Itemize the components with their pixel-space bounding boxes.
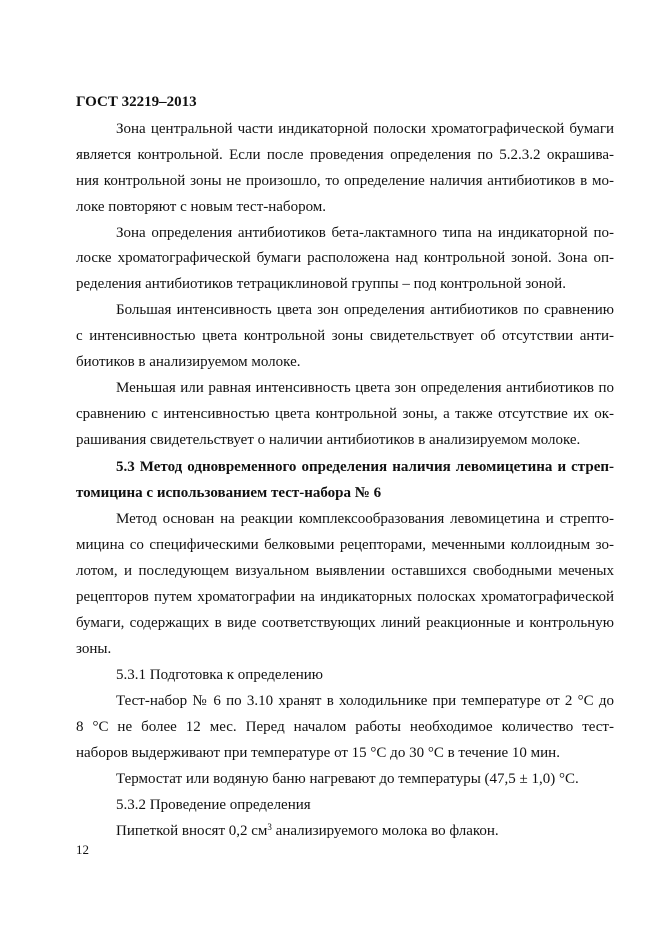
paragraph-line: ния контрольной зоны не произошло, то определение наличия антибиотиков в мо- <box>76 173 614 189</box>
page-number: 12 <box>76 842 89 857</box>
paragraph-line: является контрольной. Если после проведения определения по 5.2.3.2 окрашива- <box>76 147 614 163</box>
paragraph-line: рецепторов путем хроматографии на индикаторных полосках хроматографической <box>76 589 614 605</box>
paragraph-line: Метод основан на реакции комплексообразования левомицетина и стрепто- <box>116 511 614 527</box>
section-heading: томицина с использованием тест-набора № 6 <box>76 485 382 501</box>
paragraph-line: Зона определения антибиотиков бета-лактамного типа на индикаторной по- <box>116 225 614 241</box>
paragraph-line: зоны. <box>76 641 112 657</box>
text-run: Пипеткой вносят 0,2 см <box>116 823 268 839</box>
paragraph-line: бумаги, содержащих в виде соответствующих линий реакционные и контрольную <box>76 615 614 631</box>
subsection-heading: 5.3.1 Подготовка к определению <box>116 667 323 683</box>
paragraph-line: биотиков в анализируемом молоке. <box>76 354 301 370</box>
paragraph-line: Меньшая или равная интенсивность цвета зон определения антибиотиков по <box>116 380 614 396</box>
paragraph-line: локе повторяют с новым тест-набором. <box>76 199 327 215</box>
paragraph-line <box>116 822 499 840</box>
standard-header: ГОСТ 32219–2013 <box>76 94 197 110</box>
paragraph-line: с интенсивностью цвета контрольной зоны свидетельствует об отсутствии анти- <box>76 328 614 344</box>
paragraph-line: лотом, и последующем визуальном выявлении оставшихся свободными меченых <box>76 563 614 579</box>
paragraph-line: Термостат или водяную баню нагревают до температуры (47,5 ± 1,0) °С. <box>116 771 579 787</box>
paragraph-line: 8 °С не более 12 мес. Перед началом работы необходимое количество тест- <box>76 719 614 735</box>
paragraph-line: Большая интенсивность цвета зон определения антибиотиков по сравнению <box>116 302 614 318</box>
paragraph-line: Зона центральной части индикаторной полоски хроматографической бумаги <box>116 121 614 137</box>
section-heading: 5.3 Метод одновременного определения наличия левомицетина и стреп- <box>116 459 614 475</box>
subsection-heading: 5.3.2 Проведение определения <box>116 797 311 813</box>
paragraph-line: сравнению с интенсивностью цвета контрольной зоны, а также отсутствие их ок- <box>76 406 614 422</box>
paragraph-line: наборов выдерживают при температуре от 15 °С до 30 °С в течение 10 мин. <box>76 745 560 761</box>
text-run: анализируемого молока во флакон. <box>271 823 499 839</box>
paragraph-line: мицина со специфическими белковыми рецепторами, меченными коллоидным зо- <box>76 537 614 553</box>
paragraph-line: рашивания свидетельствует о наличии антибиотиков в анализируемом молоке. <box>76 432 581 448</box>
paragraph-line: ределения антибиотиков тетрациклиновой группы – под контрольной зоной. <box>76 276 566 292</box>
paragraph-line: лоске хроматографической бумаги расположена над контрольной зоной. Зона оп- <box>76 250 614 266</box>
superscript: 3 <box>267 822 272 832</box>
paragraph-line: Тест-набор № 6 по 3.10 хранят в холодильнике при температуре от 2 °С до <box>116 693 614 709</box>
